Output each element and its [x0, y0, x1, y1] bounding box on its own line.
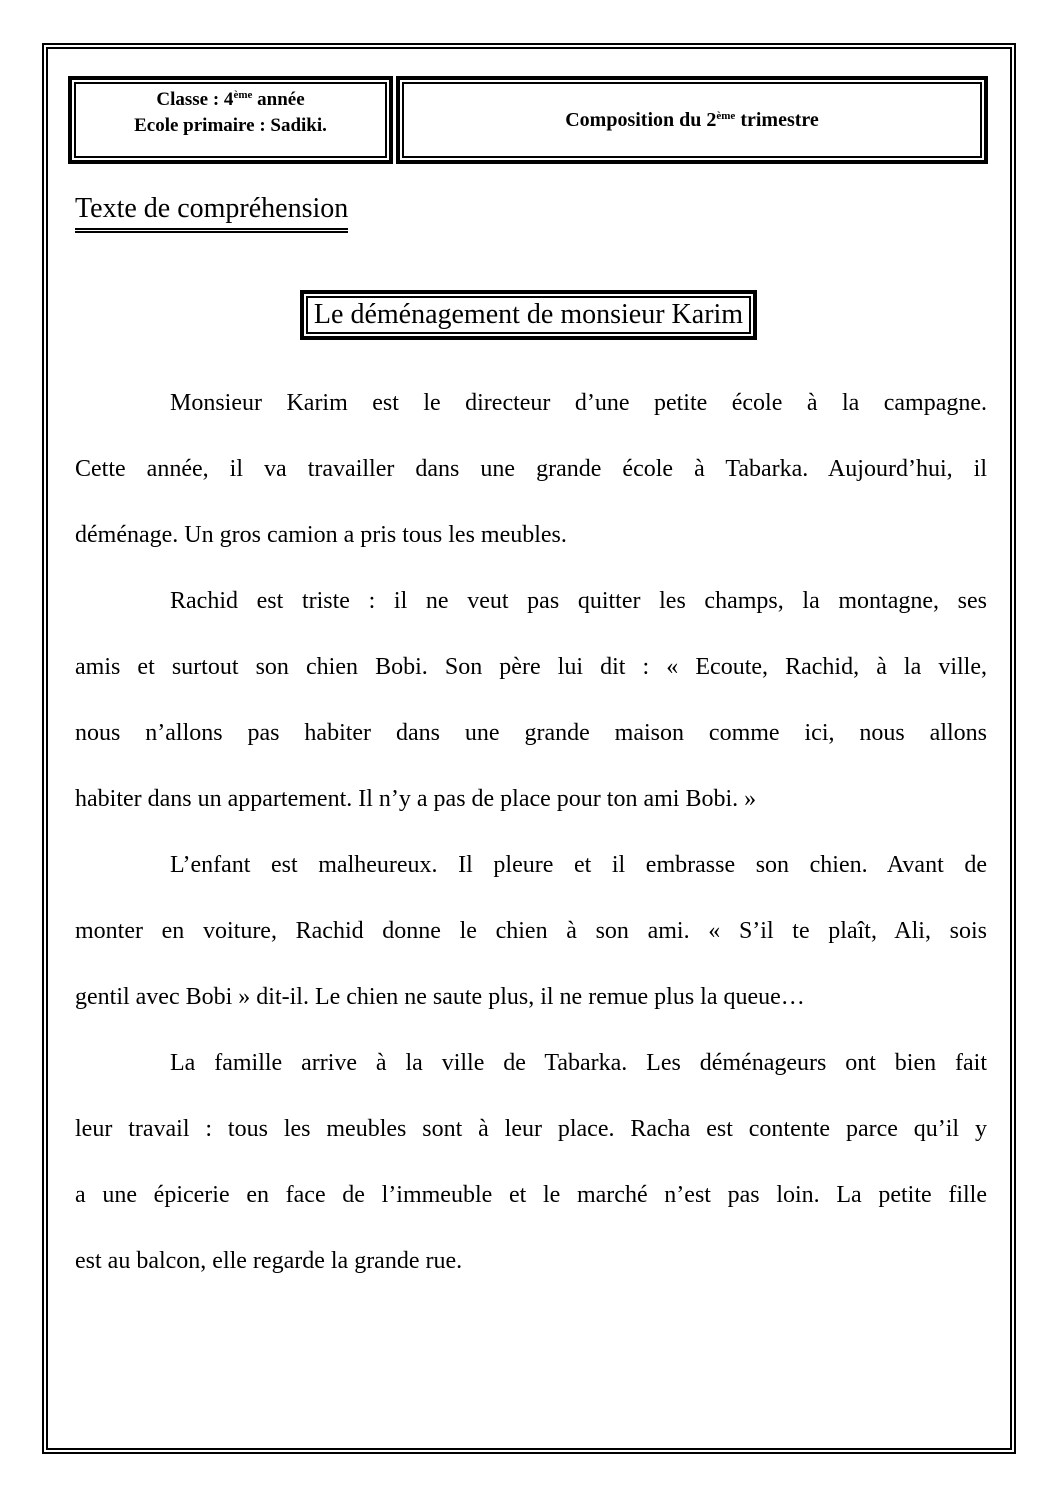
- body-line: habiter dans un appartement. Il n’y a pas de place pour ton ami Bobi. »: [75, 786, 757, 812]
- composition-box-inner: [402, 82, 982, 158]
- body-line: nous n’allons pas habiter dans une grande maison comme ici, nous allons: [75, 720, 987, 746]
- body-line: amis et surtout son chien Bobi. Son père lui dit : « Ecoute, Rachid, à la ville,: [75, 654, 987, 680]
- body-line: L’enfant est malheureux. Il pleure et il embrasse son chien. Avant de: [170, 852, 987, 878]
- title-box: [300, 290, 757, 340]
- ordinal-superscript: ème: [233, 89, 253, 101]
- body-text: [75, 370, 987, 1294]
- body-line: monter en voiture, Rachid donne le chien à son ami. « S’il te plaît, Ali, sois: [75, 918, 987, 944]
- body-line: leur travail : tous les meubles sont à leur place. Racha est contente parce qu’il y: [75, 1116, 987, 1142]
- header-table: [68, 76, 988, 164]
- body-line: gentil avec Bobi » dit-il. Le chien ne saute plus, il ne remue plus la queue…: [75, 984, 805, 1010]
- composition-box: [396, 76, 988, 164]
- body-line: a une épicerie en face de l’immeuble et le marché n’est pas loin. La petite fille: [75, 1182, 987, 1208]
- class-info-box: [68, 76, 393, 164]
- body-paragraph: [75, 1030, 987, 1294]
- body-line: Rachid est triste : il ne veut pas quitter les champs, la montagne, ses: [170, 588, 987, 614]
- body-paragraph: [75, 370, 987, 568]
- body-line: déménage. Un gros camion a pris tous les meubles.: [75, 522, 567, 548]
- body-line: est au balcon, elle regarde la grande rue.: [75, 1248, 463, 1274]
- section-heading: Texte de compréhension: [75, 192, 348, 233]
- class-line: Classe : 4ème année: [156, 89, 305, 110]
- document-title: Le déménagement de monsieur Karim: [313, 299, 744, 330]
- class-info-box-inner: [74, 82, 387, 158]
- body-line: Monsieur Karim est le directeur d’une petite école à la campagne.: [170, 390, 987, 416]
- body-line: La famille arrive à la ville de Tabarka. Les déménageurs ont bien fait: [170, 1050, 987, 1076]
- composition-line: Composition du 2ème trimestre: [565, 109, 819, 131]
- body-line: Cette année, il va travailler dans une grande école à Tabarka. Aujourd’hui, il: [75, 456, 987, 482]
- body-paragraph: [75, 568, 987, 832]
- title-box-inner: [306, 296, 751, 334]
- ordinal-superscript: ème: [716, 110, 736, 122]
- school-line: Ecole primaire : Sadiki.: [134, 115, 327, 136]
- body-paragraph: [75, 832, 987, 1030]
